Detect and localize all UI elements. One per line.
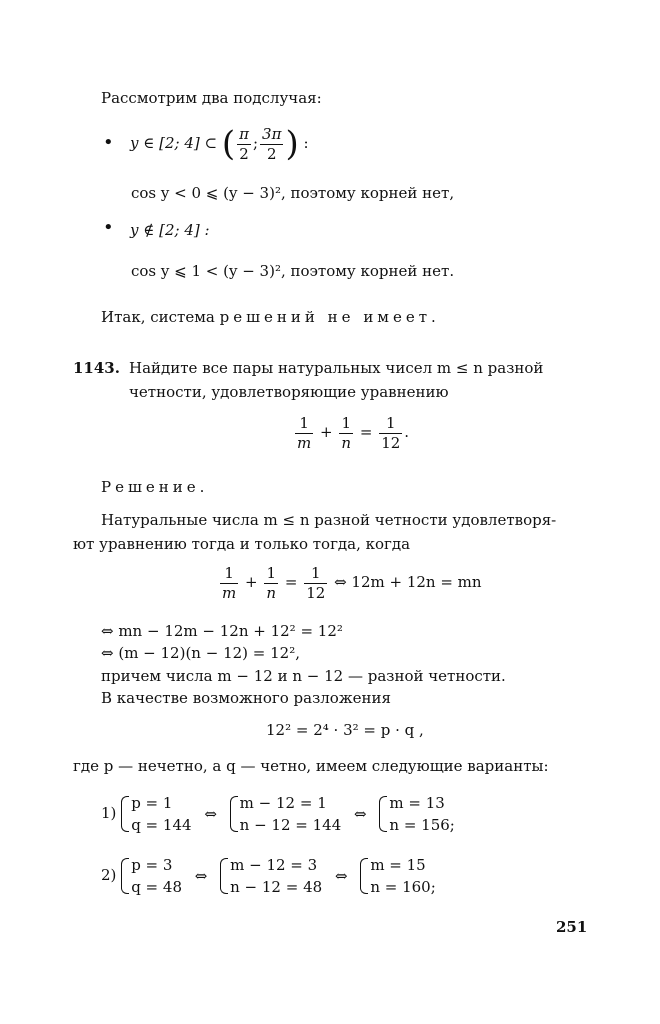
problem-number: 1143.	[73, 359, 120, 377]
case1-frac-3pi2: $\frac{3\pi}{2}$	[262, 124, 282, 163]
solution-line1: Натуральные числа m ≤ n разной четности удовлетворя-	[101, 511, 557, 529]
intro-text: Рассмотрим два подслучая:	[101, 89, 322, 107]
system-mn-result: m = 13 n = 156;	[379, 792, 454, 836]
solution-equation-2: ⇔ mn − 12m − 12n + 12² = 12²	[101, 622, 343, 640]
variant-1: 1) p = 1 q = 144 ⇔ m − 12 = 1 n − 12 = 144 ⇔ m = 13 n = 156;	[101, 794, 455, 834]
problem-line2: четности, удовлетворяющие уравнению	[129, 383, 449, 401]
variant-label: 2)	[101, 866, 117, 884]
solution-equation-3: ⇔ (m − 12)(n − 12) = 12²,	[101, 644, 300, 662]
case1-prefix: y ∈ [2; 4] ⊂	[130, 134, 218, 152]
solution-line3: причем числа m − 12 и n − 12 — разной четности.	[101, 667, 506, 685]
case2-line: cos y ⩽ 1 < (y − 3)², поэтому корней нет.	[131, 262, 455, 280]
solution-heading: Решение.	[101, 478, 209, 496]
problem-line1: Найдите все пары натуральных чисел m ≤ n разной	[129, 359, 544, 377]
page-number: 251	[556, 918, 588, 936]
system-mn-result: m = 15 n = 160;	[360, 854, 435, 898]
solution-line4: В качестве возможного разложения	[101, 689, 391, 707]
variant-2: 2) p = 3 q = 48 ⇔ m − 12 = 3 n − 12 = 48 ⇔ m = 15 n = 160;	[101, 856, 436, 896]
solution-equation-4: 12² = 2⁴ · 3² = p · q ,	[266, 721, 424, 739]
solution-equation-1: $\frac{1}{m}$ + $\frac{1}{n}$ = $\frac{1}{12}$ ⇔ 12m + 12n = mn	[222, 563, 482, 602]
system-pq: p = 3 q = 48	[121, 854, 182, 898]
system-mn-shift: m − 12 = 1 n − 12 = 144	[230, 792, 342, 836]
solution-line2: ют уравнению тогда и только тогда, когда	[73, 535, 411, 553]
system-pq: p = 1 q = 144	[121, 792, 191, 836]
case1-line: cos y < 0 ⩽ (y − 3)², поэтому корней нет,	[131, 184, 455, 202]
case1-bullet: •	[103, 132, 114, 153]
case2-condition: y ∉ [2; 4] :	[130, 221, 210, 239]
conclusion: Итак, система решений не имеет.	[101, 308, 440, 326]
variant-label: 1)	[101, 804, 117, 822]
case1-condition: y ∈ [2; 4] ⊂ ( $\frac{\pi}{2}$ ; $\frac{3\pi}{2}$ ) :	[130, 124, 309, 164]
case1-frac-pi2: $\frac{\pi}{2}$	[239, 124, 249, 163]
system-mn-shift: m − 12 = 3 n − 12 = 48	[220, 854, 322, 898]
solution-line5: где p — нечетно, а q — четно, имеем следующие варианты:	[73, 757, 549, 775]
conclusion-spaced: решений не имеет.	[219, 308, 440, 326]
problem-equation: $\frac{1}{m}$ + $\frac{1}{n}$ = $\frac{1}{12}$ .	[297, 413, 410, 452]
case2-bullet: •	[103, 217, 114, 238]
